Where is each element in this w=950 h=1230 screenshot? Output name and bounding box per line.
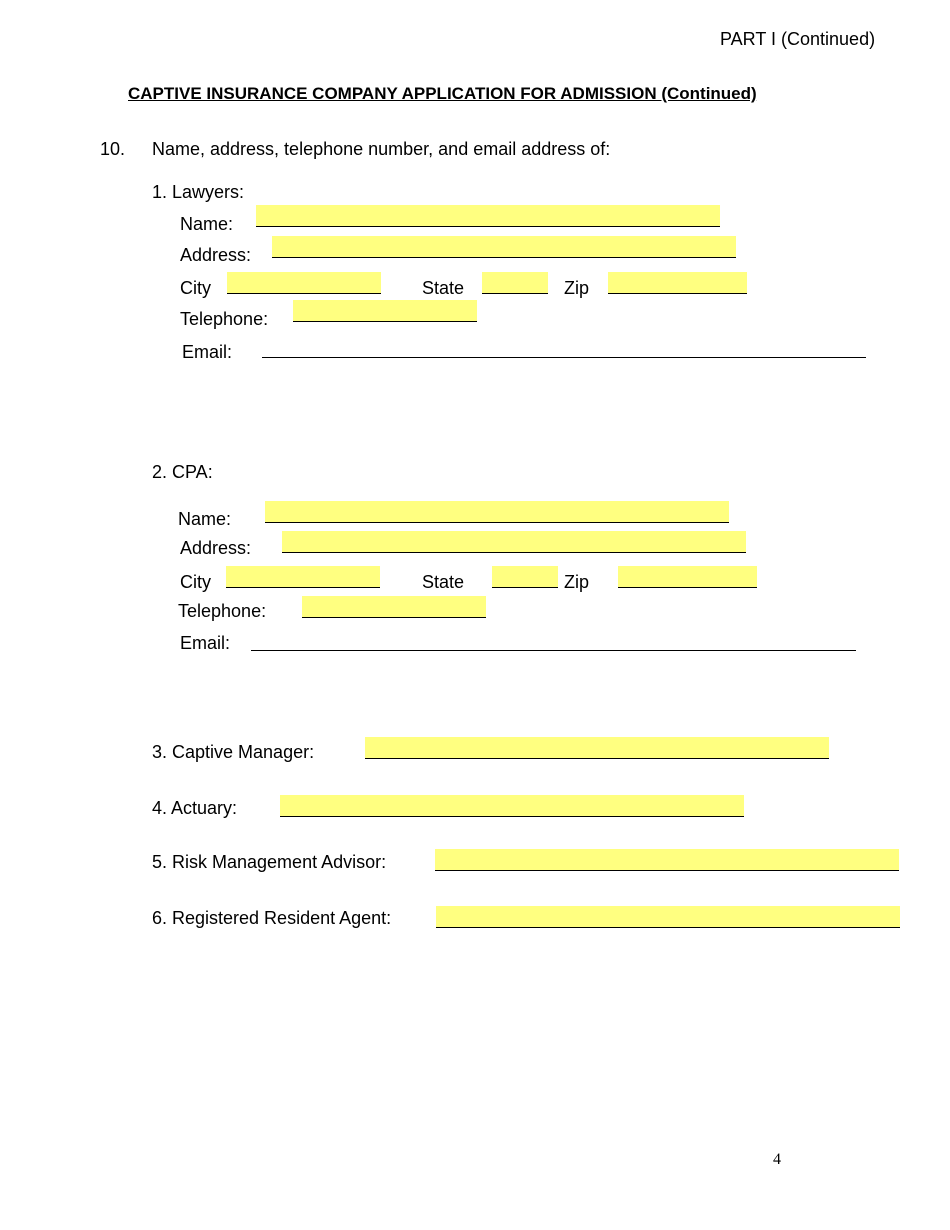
lawyers-zip-label: Zip — [564, 278, 590, 298]
page-number: 4 — [773, 1151, 781, 1168]
resident-agent-label: 6. Registered Resident Agent: — [152, 908, 392, 928]
cpa-city-label: City — [180, 572, 211, 592]
cpa-email-input[interactable] — [251, 629, 856, 651]
risk-advisor-label: 5. Risk Management Advisor: — [152, 852, 387, 872]
cpa-address-input[interactable] — [282, 531, 746, 553]
lawyers-name-label: Name: — [180, 214, 234, 234]
risk-advisor-input[interactable] — [435, 849, 899, 871]
captive-manager-label: 3. Captive Manager: — [152, 742, 315, 762]
cpa-telephone-input[interactable] — [302, 596, 486, 618]
cpa-email-label: Email: — [180, 633, 231, 653]
lawyers-telephone-label: Telephone: — [180, 309, 269, 329]
resident-agent-input[interactable] — [436, 906, 900, 928]
cpa-zip-label: Zip — [564, 572, 590, 592]
cpa-heading: 2. CPA: — [152, 462, 213, 482]
part-label: PART I (Continued) — [720, 29, 876, 49]
cpa-telephone-label: Telephone: — [178, 601, 267, 621]
lawyers-state-label: State — [422, 278, 465, 298]
cpa-address-label: Address: — [180, 538, 252, 558]
lawyers-city-input[interactable] — [227, 272, 381, 294]
actuary-input[interactable] — [280, 795, 744, 817]
actuary-label: 4. Actuary: — [152, 798, 238, 818]
captive-manager-input[interactable] — [365, 737, 829, 759]
cpa-name-input[interactable] — [265, 501, 729, 523]
cpa-zip-input[interactable] — [618, 566, 757, 588]
lawyers-city-label: City — [180, 278, 211, 298]
lawyers-address-label: Address: — [180, 245, 252, 265]
lawyers-email-label: Email: — [182, 342, 233, 362]
lawyers-zip-input[interactable] — [608, 272, 747, 294]
lawyers-heading: 1. Lawyers: — [152, 182, 245, 202]
question-text: Name, address, telephone number, and email address of: — [152, 139, 611, 159]
page-title: CAPTIVE INSURANCE COMPANY APPLICATION FOR ADMISSION (Continued) — [128, 84, 757, 103]
lawyers-address-input[interactable] — [272, 236, 736, 258]
lawyers-telephone-input[interactable] — [293, 300, 477, 322]
lawyers-name-input[interactable] — [256, 205, 720, 227]
cpa-name-label: Name: — [178, 509, 232, 529]
cpa-state-label: State — [422, 572, 465, 592]
cpa-state-input[interactable] — [492, 566, 558, 588]
question-number: 10. — [100, 139, 126, 159]
lawyers-state-input[interactable] — [482, 272, 548, 294]
cpa-city-input[interactable] — [226, 566, 380, 588]
lawyers-email-input[interactable] — [262, 336, 866, 358]
